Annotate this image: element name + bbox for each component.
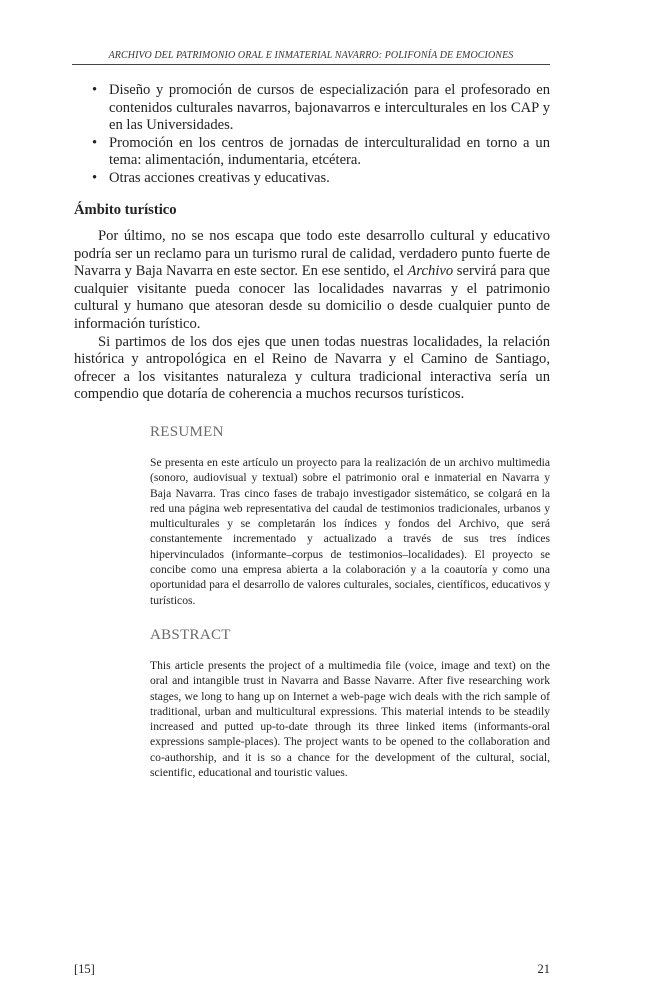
abstract-title: ABSTRACT bbox=[150, 627, 231, 643]
body-text bbox=[74, 228, 550, 404]
bullet-list bbox=[92, 82, 550, 188]
page-number: 21 bbox=[537, 962, 550, 976]
bullet-text: Promoción en los centros de jornadas de interculturalidad en torno a un tema: alimentación, indumentaria, etcétera. bbox=[109, 134, 550, 169]
italic-term: Archivo bbox=[407, 263, 454, 280]
abstract-text: This article presents the project of a multimedia file (voice, image and text) on the oral and intangible trust in Navarra and Basse Navarre. After five researching work stages, we long to hang up on Internet a web-page wich deals with the rich sample of traditional, urban and multicultural expressions. This material intends to be steadily increased and putted up-to-date through its three linked items (informants-oral expressions sample-places). The project wants to be opened to the collaboration and co-authorship, and it is so a chance for the development of the cultural, social, scientific, educational and touristic values. bbox=[150, 659, 550, 780]
bullet-text: Otras acciones creativas y educativas. bbox=[109, 169, 330, 186]
paragraph-text: servirá para que cualquier visitante pueda conocer las localidades navarras y el patrimonio cultural y humano que atesoran desde su domicilio o desde cualquier punto de información turístico. bbox=[74, 263, 550, 332]
footer-reference: [15] bbox=[74, 962, 95, 976]
running-header: ARCHIVO DEL PATRIMONIO ORAL E INMATERIAL NAVARRO: POLIFONÍA DE EMOCIONES bbox=[108, 50, 514, 61]
list-item bbox=[92, 82, 550, 135]
list-item bbox=[92, 170, 550, 188]
list-item bbox=[92, 135, 550, 170]
paragraph-text: Por último, no se nos escapa que todo este desarrollo cultural y educativo podría ser un reclamo para un turismo rural de calidad, verdadero punto fuerte de Navarra y Baja Navarra en este sector. En ese sentido, el bbox=[74, 228, 550, 280]
bullet-icon: • bbox=[92, 134, 98, 151]
bullet-text: Diseño y promoción de cursos de especialización para el profesorado en contenidos culturales navarros, bajonavarros e interculturales en los CAP y en las Universidades. bbox=[109, 82, 550, 134]
paragraph bbox=[74, 228, 550, 334]
resumen-title: RESUMEN bbox=[150, 424, 224, 440]
abstract-section bbox=[150, 627, 550, 780]
bullet-icon: • bbox=[92, 82, 98, 98]
paragraph: Si partimos de los dos ejes que unen todas nuestras localidades, la relación histórica y antropológica en el Reino de Navarra y el Camino de Santiago, ofrecer a los visitantes naturaleza y cultura tradicional interactiva sería un compendio que dotaría de coherencia a muchos recursos turísticos. bbox=[74, 333, 550, 403]
section-heading: Ámbito turístico bbox=[74, 202, 177, 218]
header-rule bbox=[72, 64, 550, 65]
resumen-text: Se presenta en este artículo un proyecto para la realización de un archivo multimedia (sonoro, audiovisual y textual) sobre el patrimonio oral e inmaterial en Navarra y Baja Navarra. Tras cinco fases de trabajo investigador sistemático, se colgará en la red una página web representativa del caudal de testimonios tradicionales, urbanos y multiculturales y se completarán los índices y fondos del Archivo, que será constantemente incrementado y actualizado a través de sus tres índices hipervinculados (informante–corpus de testimonios–localidades). El proyecto se concibe como una empresa abierta a la colaboración y a la coautoría y como una oportunidad para el desarrollo de valores culturales, sociales, científicos, educativos y turísticos. bbox=[150, 456, 550, 607]
bullet-icon: • bbox=[92, 169, 98, 186]
resumen-section bbox=[150, 424, 550, 608]
